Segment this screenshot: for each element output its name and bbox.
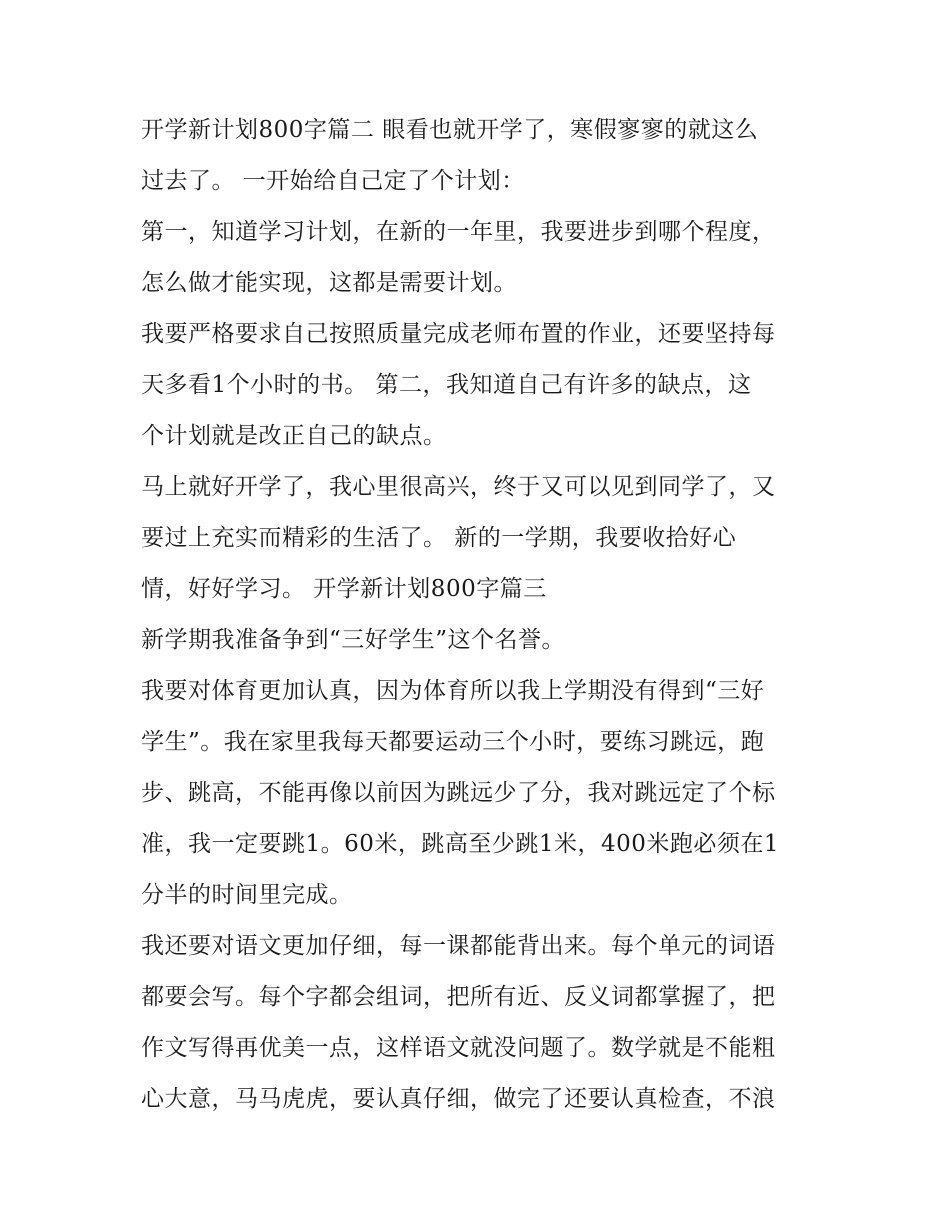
text-line: 我要对体育更加认真，因为体育所以我上学期没有得到“三好 [141,678,765,704]
text-line: 我要严格要求自己按照质量完成老师布置的作业，还要坚持每 [141,321,776,347]
text-line: 怎么做才能实现，这都是需要计划。 [141,270,517,296]
text-line: 步、跳高，不能再像以前因为跳远少了分，我对跳远定了个标 [141,780,776,806]
text-line: 心大意，马马虎虎，要认真仔细，做完了还要认真检查，不浪 [141,1086,776,1112]
text-line: 学生”。我在家里我每天都要运动三个小时，要练习跳远，跑 [141,729,765,755]
text-line: 分半的时间里完成。 [141,882,353,908]
text-line: 要过上充实而精彩的生活了。 新的一学期，我要收拾好心 [141,525,737,551]
text-line: 开学新计划800字篇二 眼看也就开学了，寒假寥寥的就这么 [141,117,759,143]
text-line: 我还要对语文更加仔细，每一课都能背出来。每个单元的词语 [141,933,776,959]
text-line: 第一，知道学习计划，在新的一年里，我要进步到哪个程度， [141,219,776,245]
text-line: 过去了。 一开始给自己定了个计划： [141,168,525,194]
text-line: 都要会写。每个字都会组词，把所有近、反义词都掌握了，把 [141,984,776,1010]
text-line: 天多看1个小时的书。 第二，我知道自己有许多的缺点，这 [141,372,752,398]
text-line: 情，好好学习。 开学新计划800字篇三 [141,576,547,602]
text-line: 新学期我准备争到“三好学生”这个名誉。 [141,627,566,653]
text-line: 作文写得再优美一点，这样语文就没问题了。数学就是不能粗 [141,1035,776,1061]
text-line: 准，我一定要跳1。60米，跳高至少跳1米，400米跑必须在1 [141,831,780,857]
text-line: 个计划就是改正自己的缺点。 [141,423,447,449]
text-line: 马上就好开学了，我心里很高兴，终于又可以见到同学了，又 [141,474,776,500]
